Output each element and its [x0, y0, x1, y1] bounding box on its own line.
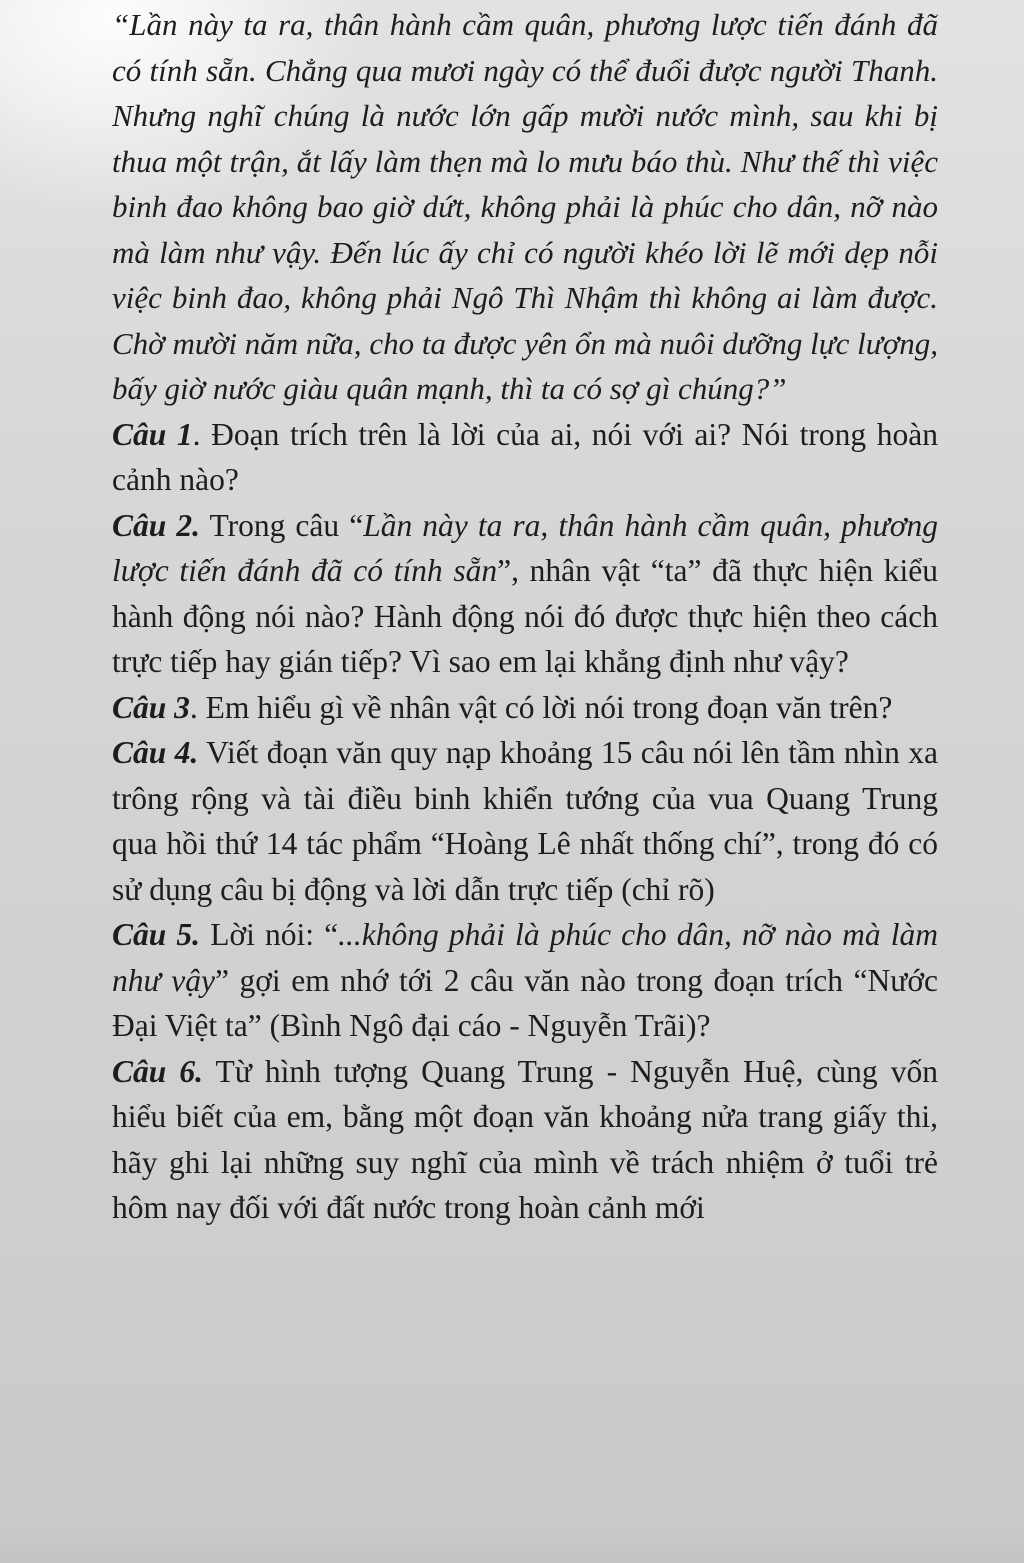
question-6-label: Câu 6.: [112, 1053, 203, 1089]
question-2-text-pre: Trong câu “: [199, 507, 364, 543]
question-5-text-pre: Lời nói: “: [200, 917, 339, 952]
question-6: [112, 1049, 938, 1231]
question-5-quoted-sentence: ...không phải là phúc cho dân, nỡ nào mà làm như vậy: [112, 917, 939, 998]
question-1-label: Câu 1: [112, 416, 193, 452]
question-2: [112, 503, 938, 685]
bottom-edge-shadow: [0, 1533, 1024, 1563]
question-5-label: Câu 5.: [112, 917, 201, 952]
question-4-label: Câu 4.: [112, 735, 199, 770]
text-column: [112, 2, 938, 1231]
question-6-text: Từ hình tượng Quang Trung - Nguyễn Huệ, cùng vốn hiểu biết của em, bằng một đoạn văn khoảng nửa trang giấy thi, hãy ghi lại những suy nghĩ của mình về trách nhiệm ở tuổi trẻ hôm nay đối với đất nước trong hoàn cảnh mới: [112, 1053, 938, 1225]
excerpt-paragraph: “Lần này ta ra, thân hành cầm quân, phương lược tiến đánh đã có tính sẵn. Chẳng qua mươi ngày có thể đuổi được người Thanh. Nhưng nghĩ chúng là nước lớn gấp mười nước mình, sau khi bị thua một trận, ắt lấy làm thẹn mà lo mưu báo thù. Như thế thì việc binh đao không bao giờ dứt, không phải là phúc cho dân, nỡ nào mà làm như vậy. Đến lúc ấy chỉ có người khéo lời lẽ mới dẹp nỗi việc binh đao, không phải Ngô Thì Nhậm thì không ai làm được. Chờ mười năm nữa, cho ta được yên ổn mà nuôi dưỡng lực lượng, bấy giờ nước giàu quân mạnh, thì ta có sợ gì chúng?”: [112, 7, 938, 406]
question-5-text-post: ” gợi em nhớ tới 2 câu văn nào trong đoạn trích “Nước Đại Việt ta” (Bình Ngô đại cáo - Nguyễn Trãi)?: [112, 962, 938, 1043]
question-2-label: Câu 2.: [112, 507, 200, 543]
question-2-quoted-sentence: Lần này ta ra, thân hành cầm quân, phương lược tiến đánh đã có tính sẵn: [112, 507, 939, 588]
question-4: [112, 730, 938, 912]
question-3: [112, 685, 938, 731]
question-3-label: Câu 3: [112, 689, 190, 725]
question-1-text: . Đoạn trích trên là lời của ai, nói với ai? Nói trong hoàn cảnh nào?: [112, 416, 938, 497]
question-1: [112, 412, 938, 503]
question-4-text: Viết đoạn văn quy nạp khoảng 15 câu nói lên tầm nhìn xa trông rộng và tài điều binh khiển tướng của vua Quang Trung qua hồi thứ 14 tác phẩm “Hoàng Lê nhất thống chí”, trong đó có sử dụng câu bị động và lời dẫn trực tiếp (chỉ rõ): [112, 735, 938, 907]
question-2-text-post: ”, nhân vật “ta” đã thực hiện kiểu hành động nói nào? Hành động nói đó được thực hiện theo cách trực tiếp hay gián tiếp? Vì sao em lại khẳng định như vậy?: [112, 553, 938, 679]
question-3-text: . Em hiểu gì về nhân vật có lời nói trong đoạn văn trên?: [189, 689, 893, 725]
question-5: [112, 912, 938, 1049]
